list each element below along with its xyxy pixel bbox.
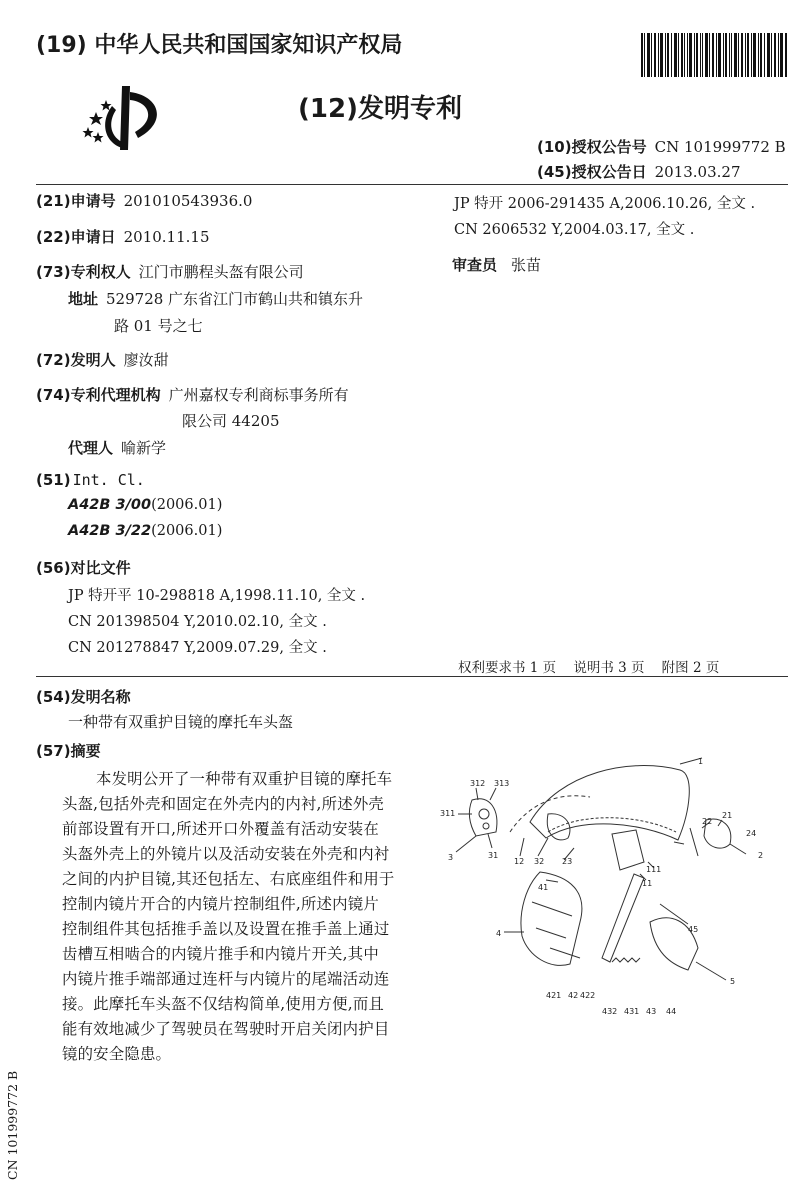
publication-number-value: CN 101999772 B — [654, 138, 786, 156]
drawing-label: 45 — [688, 925, 699, 934]
left-base-part — [469, 799, 497, 836]
drawing-label: 23 — [562, 857, 573, 866]
reference-item: CN 2606532 Y,2004.03.17, 全文 . — [454, 222, 695, 238]
abstract-line: 前部设置有开口,所述开口外覆盖有活动安装在 — [62, 820, 379, 838]
drawing-label: 3 — [448, 853, 454, 862]
agency — [36, 384, 349, 405]
publication-number — [537, 136, 786, 157]
ipc-class: A42B 3/22 — [68, 523, 152, 539]
inventor-code: (72) — [36, 351, 71, 369]
application-number-label: 申请号 — [70, 192, 116, 210]
drawing-label: 111 — [646, 865, 662, 874]
filing-date-label: 申请日 — [70, 228, 116, 246]
reference-item: CN 201278847 Y,2009.07.29, 全文 . — [68, 640, 327, 656]
drawing-label: 21 — [722, 811, 733, 820]
abstract-line: 接。此摩托车头盔不仅结构简单,使用方便,而且 — [62, 995, 384, 1013]
abstract-label: 摘要 — [70, 742, 101, 760]
ipc-entry — [68, 497, 222, 513]
authority-code: (19) — [36, 33, 87, 58]
references-heading — [36, 557, 131, 578]
invention-title: 一种带有双重护目镜的摩托车头盔 — [68, 713, 294, 731]
drawing-label: 24 — [746, 829, 757, 838]
drawing-label: 2 — [758, 851, 764, 860]
publication-number-label: 授权公告号 — [571, 138, 647, 156]
agency-label: 专利代理机构 — [70, 386, 161, 404]
patentee — [36, 261, 304, 282]
address-continued — [114, 315, 203, 336]
patentee-code: (73) — [36, 263, 71, 281]
drawing-label: 42 — [568, 991, 579, 1000]
filing-date — [36, 226, 210, 247]
ipc-version: (2006.01) — [151, 523, 223, 539]
title-heading — [36, 686, 131, 707]
drawing-label: 5 — [730, 977, 736, 986]
doc-type-code: (12) — [298, 94, 358, 124]
examiner-value: 张苗 — [511, 256, 542, 274]
drawing-label: 32 — [534, 857, 545, 866]
abstract-line: 头盔外壳上的外镜片以及活动安装在外壳和内衬 — [62, 845, 390, 863]
patentee-label: 专利权人 — [70, 263, 131, 281]
application-number — [36, 190, 252, 211]
publication-date-label: 授权公告日 — [571, 163, 647, 181]
abstract-line: 控制内镜片开合的内镜片控制组件,所述内镜片 — [62, 895, 379, 913]
address — [68, 288, 363, 309]
sipo-logo — [82, 82, 174, 154]
references-label: 对比文件 — [70, 559, 131, 577]
drawing-label: 44 — [666, 1007, 677, 1016]
abstract-line: 能有效地减少了驾驶员在驾驶时开启关闭内护目 — [62, 1020, 390, 1038]
drawing-label: 312 — [470, 779, 486, 788]
drawing-label: 12 — [514, 857, 525, 866]
drawing-label: 313 — [494, 779, 510, 788]
agency-code: (74) — [36, 386, 71, 404]
agency-line2: 限公司 44205 — [182, 412, 280, 430]
ipc-code: (51) — [36, 471, 71, 489]
title-label: 发明名称 — [70, 688, 131, 706]
drawing-label: 1 — [698, 757, 704, 766]
inventor-value: 廖汝甜 — [123, 351, 169, 369]
drawing-label: 311 — [440, 809, 456, 818]
reference-item: CN 201398504 Y,2010.02.10, 全文 . — [68, 614, 327, 630]
examiner — [452, 254, 541, 275]
abstract-line: 控制组件其包括推手盖以及设置在推手盖上通过 — [62, 920, 390, 938]
publication-date-code: (45) — [537, 163, 572, 181]
reference-item: JP 特开 2006-291435 A,2006.10.26, 全文 . — [454, 196, 756, 212]
authority-name: 中华人民共和国国家知识产权局 — [94, 33, 403, 58]
ipc-class: A42B 3/00 — [68, 497, 152, 513]
reference-item: JP 特开平 10-298818 A,1998.11.10, 全文 . — [68, 588, 366, 604]
address-label: 地址 — [68, 290, 99, 308]
drawing-label: 432 — [602, 1007, 618, 1016]
barcode — [641, 33, 787, 77]
side-publication-number — [5, 1070, 25, 1180]
application-number-value: 201010543936.0 — [123, 192, 253, 210]
application-number-code: (21) — [36, 192, 71, 210]
control-component-part — [521, 872, 582, 965]
abstract-heading — [36, 740, 101, 761]
abstract-line: 内镜片推手端部通过连杆与内镜片的尾端活动连 — [62, 970, 390, 988]
side-number-text: CN 101999772 B — [5, 1070, 20, 1180]
abstract-line: 齿槽互相啮合的内镜片推手和内镜片开关,其中 — [62, 945, 379, 963]
drawing-label: 31 — [488, 851, 499, 860]
agent-value: 喻新学 — [121, 439, 167, 457]
examiner-label: 审查员 — [452, 256, 498, 274]
address-line1: 529728 广东省江门市鹤山共和镇东升 — [106, 290, 364, 308]
header-divider — [36, 184, 788, 185]
document-type-heading — [298, 88, 462, 125]
inventor — [36, 349, 169, 370]
references-code: (56) — [36, 559, 71, 577]
drawing-label: 421 — [546, 991, 562, 1000]
drawing-label: 22 — [702, 817, 713, 826]
address-line2: 路 01 号之七 — [114, 317, 203, 335]
title-code: (54) — [36, 688, 71, 706]
abstract-line: 头盔,包括外壳和固定在外壳内的内衬,所述外壳 — [62, 795, 384, 813]
ipc-version: (2006.01) — [151, 497, 223, 513]
drawing-label: 422 — [580, 991, 596, 1000]
drawing-label: 4 — [496, 929, 502, 938]
patentee-value: 江门市鹏程头盔有限公司 — [138, 263, 304, 281]
abstract-line: 本发明公开了一种带有双重护目镜的摩托车 — [96, 770, 393, 788]
drawing-label: 11 — [642, 879, 653, 888]
abstract-line: 镜的安全隐患。 — [62, 1045, 172, 1063]
agent-label: 代理人 — [68, 439, 114, 457]
filing-date-code: (22) — [36, 228, 71, 246]
section-divider — [36, 676, 788, 677]
drawing-label: 431 — [624, 1007, 640, 1016]
publication-date-value: 2013.03.27 — [654, 163, 741, 181]
abstract-code: (57) — [36, 742, 71, 760]
authority-heading — [36, 28, 402, 59]
ipc-entry — [68, 523, 222, 539]
drawing-label: 41 — [538, 883, 549, 892]
page-counts: 权利要求书 1 页 说明书 3 页 附图 2 页 — [458, 660, 720, 676]
doc-type: 发明专利 — [357, 94, 462, 124]
helmet-exploded-drawing — [440, 752, 780, 1020]
ipc-heading — [36, 471, 145, 489]
agency-line1: 广州嘉权专利商标事务所有 — [168, 386, 349, 404]
agent — [68, 437, 166, 458]
publication-number-code: (10) — [537, 138, 572, 156]
drawing-label: 43 — [646, 1007, 657, 1016]
publication-date — [537, 161, 741, 182]
abstract-line: 之间的内护目镜,其还包括左、右底座组件和用于 — [62, 870, 395, 888]
ipc-label: Int. Cl. — [72, 471, 145, 489]
filing-date-value: 2010.11.15 — [123, 228, 210, 246]
inventor-label: 发明人 — [70, 351, 116, 369]
agency-continued — [182, 410, 280, 431]
